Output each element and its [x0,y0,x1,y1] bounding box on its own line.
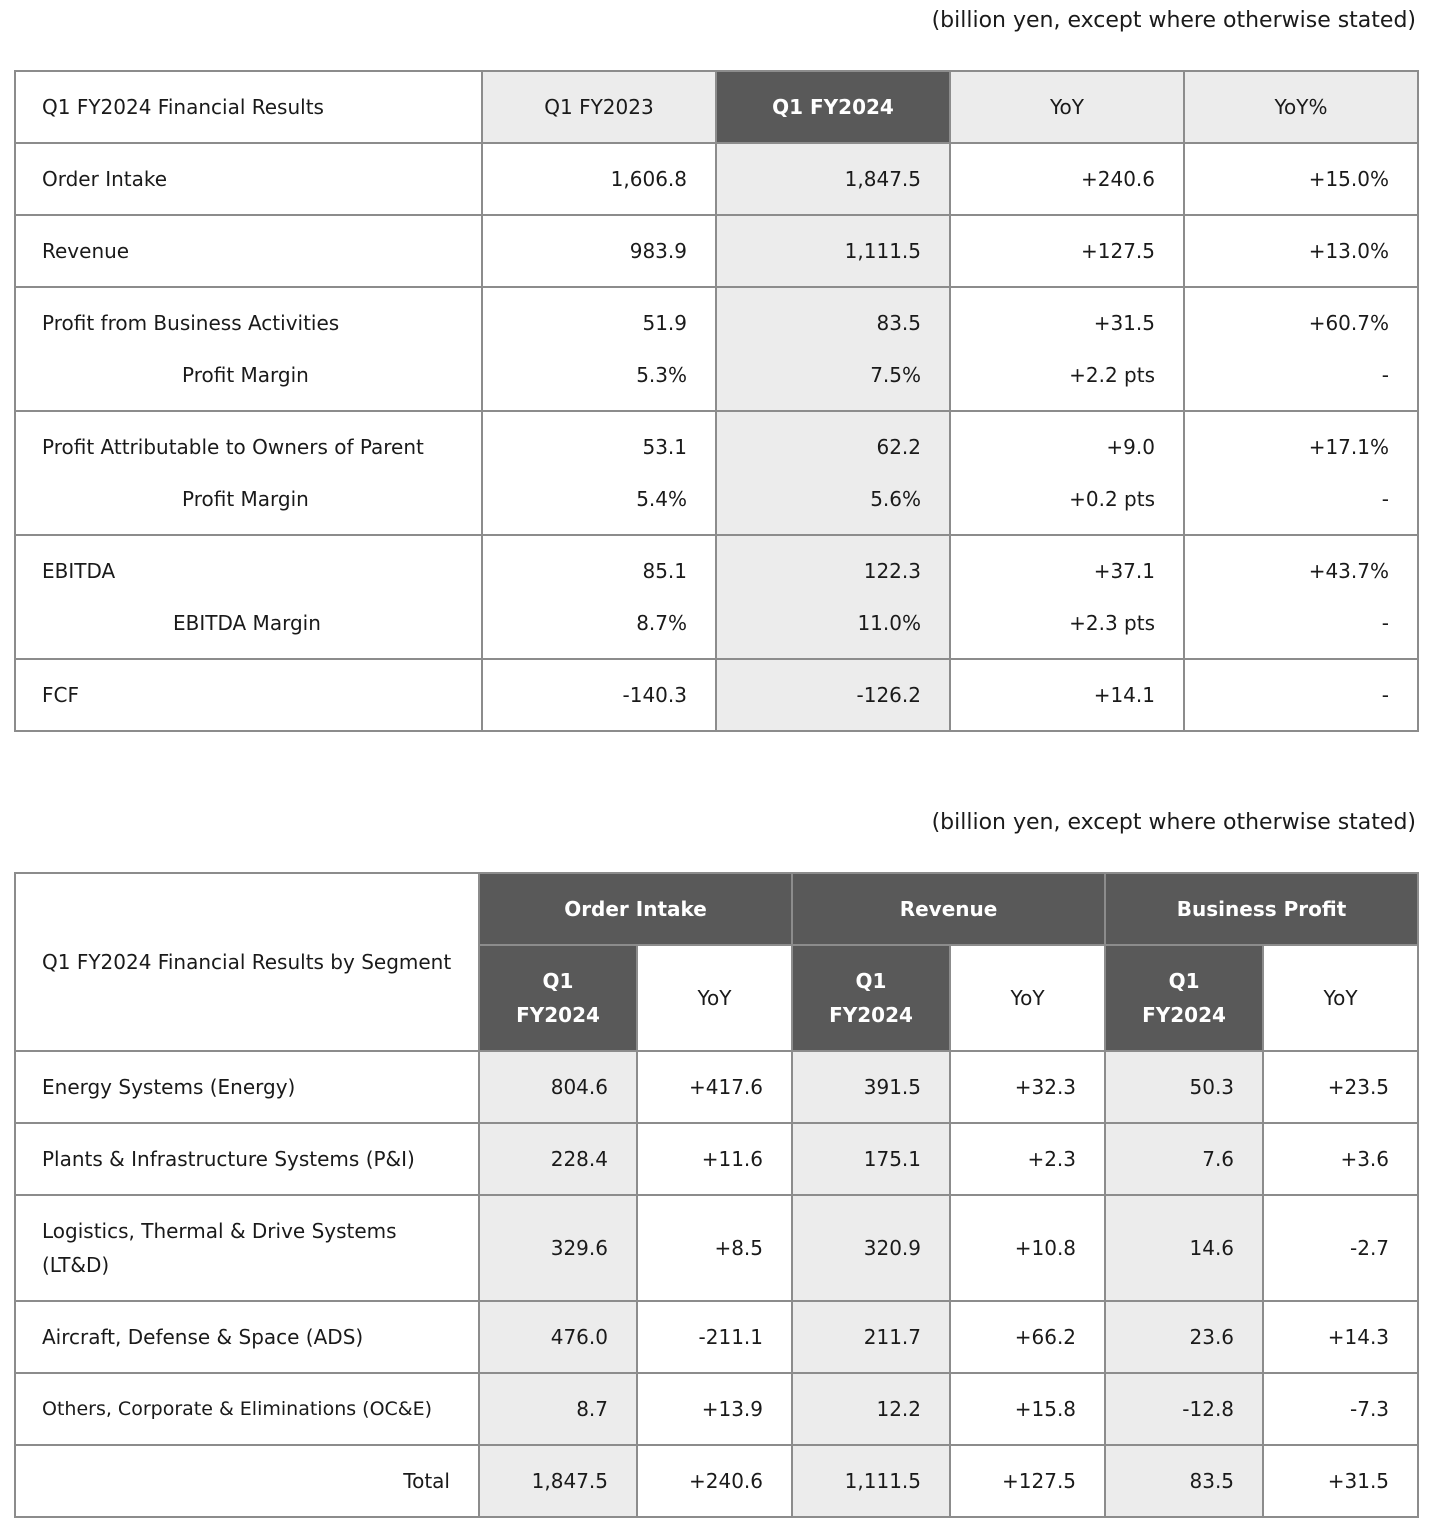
value: +2.2 pts [1069,363,1155,387]
cell: -2.7 [1263,1195,1418,1301]
cell [482,287,716,411]
table-row [15,1051,1418,1123]
sub-header-yoy: YoY [950,945,1105,1051]
cell: +14.3 [1263,1301,1418,1373]
cell: +32.3 [950,1051,1105,1123]
cell: 476.0 [479,1301,637,1373]
table-row [15,143,1418,215]
value: +2.3 pts [1069,611,1155,635]
cell: 1,847.5 [716,143,950,215]
cell: 8.7 [479,1373,637,1445]
cell: +11.6 [637,1123,792,1195]
cell: -12.8 [1105,1373,1263,1445]
table-row [15,535,1418,659]
cell [716,535,950,659]
value: - [1381,611,1389,635]
table-header-row [15,71,1418,143]
cell [716,411,950,535]
sub-header-current: Q1 FY2024 [1105,945,1263,1051]
cell: 14.6 [1105,1195,1263,1301]
cell: +240.6 [950,143,1184,215]
cell: 211.7 [792,1301,950,1373]
cell: 329.6 [479,1195,637,1301]
value: +60.7% [1308,311,1389,335]
row-label: Aircraft, Defense & Space (ADS) [15,1301,479,1373]
cell: +66.2 [950,1301,1105,1373]
cell: +240.6 [637,1445,792,1517]
cell [950,411,1184,535]
cell: +14.1 [950,659,1184,731]
value: 11.0% [857,611,921,635]
cell [482,535,716,659]
cell [1184,535,1418,659]
value: 122.3 [863,559,921,583]
cell: +13.0% [1184,215,1418,287]
cell: 23.6 [1105,1301,1263,1373]
table-row [15,1123,1418,1195]
col-header-q1-fy2023: Q1 FY2023 [482,71,716,143]
cell: 228.4 [479,1123,637,1195]
table-title: Q1 FY2024 Financial Results [15,71,482,143]
table-row [15,1373,1418,1445]
cell: 12.2 [792,1373,950,1445]
cell: 1,606.8 [482,143,716,215]
table-row [15,287,1418,411]
row-label: Others, Corporate & Eliminations (OC&E) [15,1373,479,1445]
value: +43.7% [1308,559,1389,583]
cell [1184,287,1418,411]
cell: +13.9 [637,1373,792,1445]
sub-header-yoy: YoY [1263,945,1418,1051]
label-sub: Profit Margin [182,363,309,387]
cell: -211.1 [637,1301,792,1373]
cell: -126.2 [716,659,950,731]
cell: 1,847.5 [479,1445,637,1517]
cell [716,287,950,411]
row-label-order-intake: Order Intake [15,143,482,215]
cell: +417.6 [637,1051,792,1123]
cell [482,411,716,535]
value: - [1381,487,1389,511]
cell [950,535,1184,659]
value: +0.2 pts [1069,487,1155,511]
value: - [1381,363,1389,387]
cell: 50.3 [1105,1051,1263,1123]
cell: 983.9 [482,215,716,287]
segment-results-table [14,872,1419,1518]
financial-results-table [14,70,1419,732]
unit-note-top: (billion yen, except where otherwise stated) [931,8,1416,33]
sub-header-current: Q1 FY2024 [792,945,950,1051]
cell: +23.5 [1263,1051,1418,1123]
cell: - [1184,659,1418,731]
value: 53.1 [642,435,687,459]
cell [950,287,1184,411]
row-label-fcf: FCF [15,659,482,731]
cell: 391.5 [792,1051,950,1123]
sub-header-current: Q1 FY2024 [479,945,637,1051]
cell: 1,111.5 [792,1445,950,1517]
label-main: EBITDA [42,559,116,583]
cell: 1,111.5 [716,215,950,287]
row-label: Logistics, Thermal & Drive Systems (LT&D) [15,1195,479,1301]
table-title: Q1 FY2024 Financial Results by Segment [15,873,479,1051]
row-label-profit-owners [15,411,482,535]
group-header-row [15,873,1418,945]
table-row [15,659,1418,731]
value: +31.5 [1093,311,1155,335]
value: +17.1% [1308,435,1389,459]
table-row [15,1195,1418,1301]
cell: 83.5 [1105,1445,1263,1517]
label-sub: EBITDA Margin [173,611,321,635]
value: 8.7% [636,611,687,635]
total-label: Total [15,1445,479,1517]
row-label: Plants & Infrastructure Systems (P&I) [15,1123,479,1195]
value: 7.5% [870,363,921,387]
row-label-ebitda [15,535,482,659]
group-header-revenue: Revenue [792,873,1105,945]
row-label: Energy Systems (Energy) [15,1051,479,1123]
cell: 804.6 [479,1051,637,1123]
group-header-business-profit: Business Profit [1105,873,1418,945]
col-header-yoy: YoY [950,71,1184,143]
table-row [15,1301,1418,1373]
row-label-profit-business [15,287,482,411]
group-header-order-intake: Order Intake [479,873,792,945]
cell: 175.1 [792,1123,950,1195]
value: 62.2 [876,435,921,459]
label-main: Profit from Business Activities [42,311,340,335]
cell: +8.5 [637,1195,792,1301]
cell: +10.8 [950,1195,1105,1301]
cell: +3.6 [1263,1123,1418,1195]
unit-note-bottom: (billion yen, except where otherwise stated) [931,810,1416,835]
value: +9.0 [1106,435,1155,459]
cell: +2.3 [950,1123,1105,1195]
value: 5.3% [636,363,687,387]
value: 5.6% [870,487,921,511]
label-sub: Profit Margin [182,487,309,511]
row-label-revenue: Revenue [15,215,482,287]
cell: +31.5 [1263,1445,1418,1517]
value: +37.1 [1093,559,1155,583]
cell: +15.8 [950,1373,1105,1445]
cell: +127.5 [950,215,1184,287]
table-row [15,215,1418,287]
sub-header-yoy: YoY [637,945,792,1051]
cell: -7.3 [1263,1373,1418,1445]
cell: -140.3 [482,659,716,731]
cell [1184,411,1418,535]
label-main: Profit Attributable to Owners of Parent [42,435,424,459]
value: 5.4% [636,487,687,511]
cell: +127.5 [950,1445,1105,1517]
cell: 320.9 [792,1195,950,1301]
value: 51.9 [642,311,687,335]
cell: 7.6 [1105,1123,1263,1195]
cell: +15.0% [1184,143,1418,215]
col-header-q1-fy2024: Q1 FY2024 [716,71,950,143]
col-header-yoy-pct: YoY% [1184,71,1418,143]
value: 83.5 [876,311,921,335]
total-row [15,1445,1418,1517]
value: 85.1 [642,559,687,583]
table-row [15,411,1418,535]
